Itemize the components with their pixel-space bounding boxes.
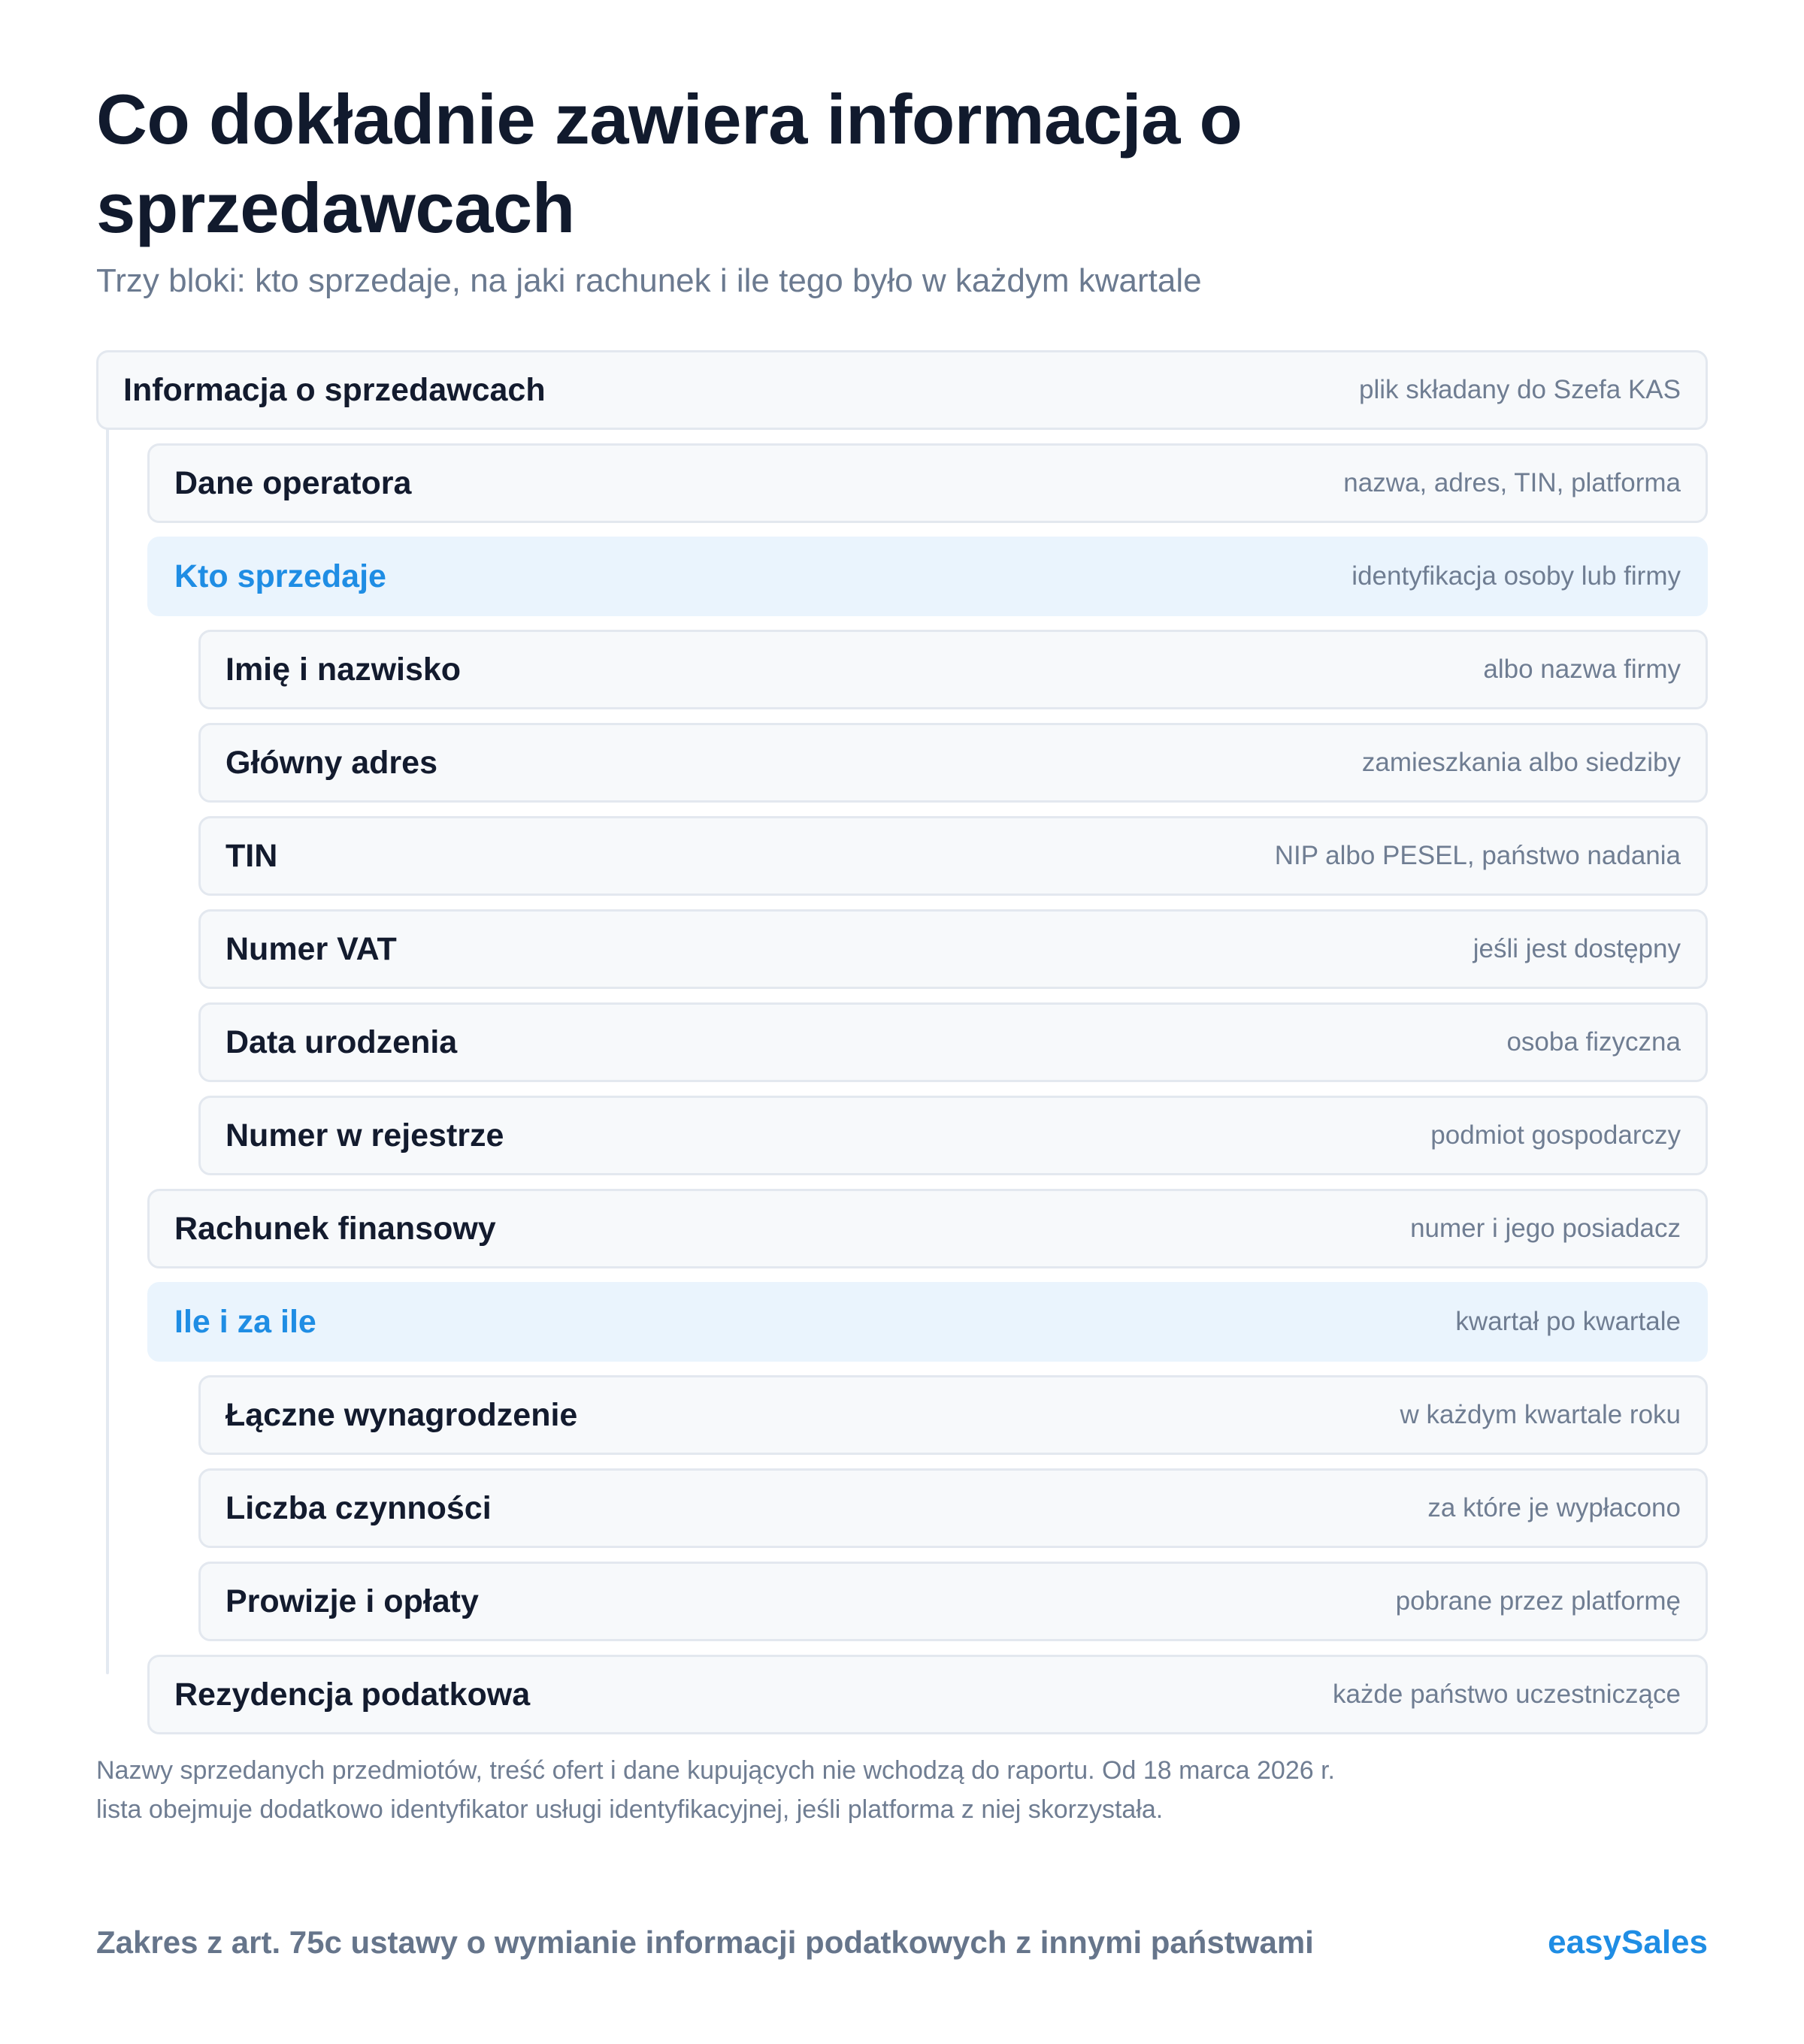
tree-section-amounts (147, 1282, 1708, 1362)
section-label: Ile i za ile (174, 1303, 316, 1340)
node-description: każde państwo uczestniczące (1332, 1680, 1681, 1709)
section-description: kwartał po kwartale (1455, 1307, 1681, 1336)
node-description: podmiot gospodarczy (1430, 1120, 1681, 1150)
footer (96, 1924, 1708, 1961)
tree-node-total-remuneration (198, 1375, 1708, 1455)
tree-node-tin (198, 816, 1708, 896)
node-label: Rezydencja podatkowa (174, 1676, 531, 1713)
tree-node-registry-number (198, 1096, 1708, 1175)
node-description: jeśli jest dostępny (1473, 934, 1681, 963)
node-label: Rachunek finansowy (174, 1210, 496, 1247)
page-subtitle: Trzy bloki: kto sprzedaje, na jaki rachunek i ile tego było w każdym kwartale (96, 262, 1202, 299)
node-label: Liczba czynności (226, 1489, 492, 1526)
tree-node-birth-date (198, 1002, 1708, 1082)
tree-node-root (96, 350, 1708, 430)
tree-connector-line (106, 395, 109, 1674)
node-label: Data urodzenia (226, 1024, 458, 1060)
legal-source: Zakres z art. 75c ustawy o wymianie informacji podatkowych z innymi państwami (96, 1925, 1314, 1960)
tree-node-financial-account (147, 1189, 1708, 1268)
node-label: Informacja o sprzedawcach (123, 371, 546, 408)
node-description: nazwa, adres, TIN, platforma (1343, 468, 1681, 497)
node-description: osoba fizyczna (1506, 1027, 1681, 1057)
section-description: identyfikacja osoby lub firmy (1351, 561, 1681, 591)
tree-node-address (198, 723, 1708, 803)
footnote: Nazwy sprzedanych przedmiotów, treść ofert i dane kupujących nie wchodzą do raportu. Od 18 marca 2026 r. lista obejmuje dodatkowo identyfikator usługi identyfikacyjnej, jeśli platforma z niej skorzystała. (96, 1756, 1335, 1824)
tree-node-tax-residency (147, 1655, 1708, 1734)
tree-node-activity-count (198, 1468, 1708, 1548)
brand-logo: easySales (1548, 1924, 1708, 1961)
node-label: Dane operatora (174, 464, 412, 501)
tree-node-fees (198, 1562, 1708, 1641)
node-description: plik składany do Szefa KAS (1358, 375, 1681, 404)
node-description: za które je wypłacono (1427, 1493, 1681, 1522)
node-description: zamieszkania albo siedziby (1361, 748, 1681, 777)
page-title: Co dokładnie zawiera informacja o sprzedawcach (96, 80, 1243, 247)
tree-section-who-sells (147, 537, 1708, 616)
node-label: Numer w rejestrze (226, 1117, 504, 1154)
node-label: Imię i nazwisko (226, 651, 462, 688)
tree-node-operator (147, 443, 1708, 523)
node-label: Numer VAT (226, 930, 397, 967)
node-description: albo nazwa firmy (1483, 655, 1681, 684)
node-label: TIN (226, 837, 278, 874)
node-label: Prowizje i opłaty (226, 1583, 479, 1619)
section-label: Kto sprzedaje (174, 558, 386, 594)
node-description: numer i jego posiadacz (1410, 1214, 1681, 1243)
node-label: Łączne wynagrodzenie (226, 1396, 578, 1433)
node-description: pobrane przez platformę (1395, 1586, 1681, 1616)
node-description: NIP albo PESEL, państwo nadania (1274, 841, 1681, 870)
tree-node-name (198, 630, 1708, 709)
node-label: Główny adres (226, 744, 437, 781)
tree-node-vat-number (198, 909, 1708, 989)
node-description: w każdym kwartale roku (1400, 1400, 1681, 1429)
